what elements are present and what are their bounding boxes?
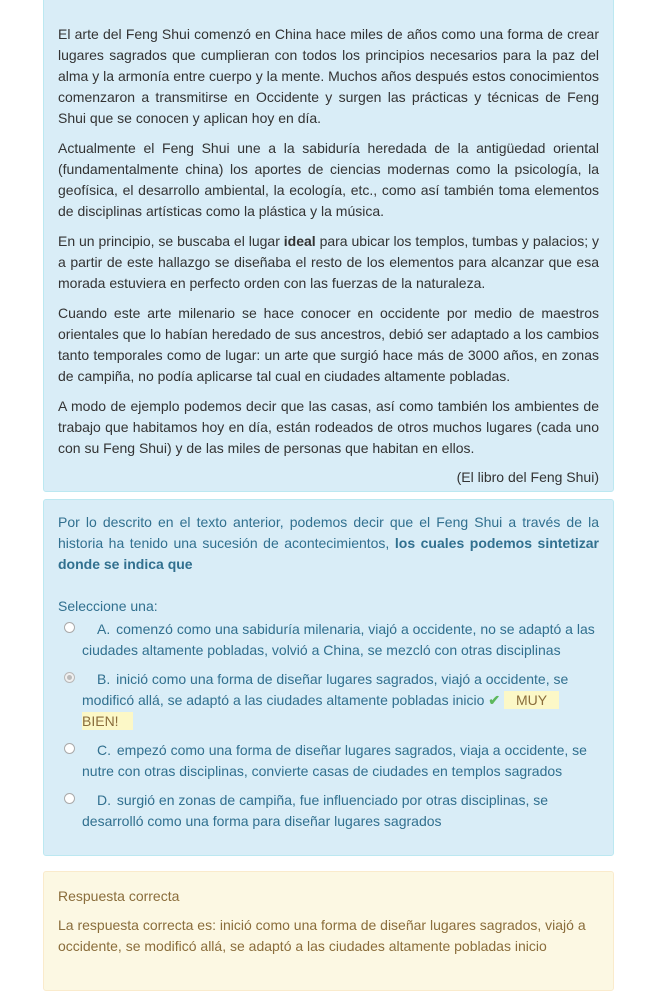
passage-source: (El libro del Feng Shui) (456, 469, 599, 485)
correct-check-icon: ✔ (488, 692, 501, 708)
passage-paragraph-3 (58, 231, 599, 294)
option-b-letter: B. (97, 671, 111, 687)
question-panel (43, 499, 614, 856)
option-b[interactable] (58, 669, 599, 732)
option-c-radio[interactable] (64, 743, 75, 754)
reading-passage-panel (43, 0, 614, 492)
feedback-badge-line1: MUY (504, 691, 559, 709)
option-a-letter: A. (97, 621, 111, 637)
option-d-letter: D. (97, 792, 111, 808)
passage-paragraph-2: Actualmente el Feng Shui une a la sabiduría heredada de la antigüedad oriental (fundamentalmente china) los aportes de ciencias modernas como la psicología, la geofísica, el desarrollo ambiental, la ecología, etc., como así también toma elementos de disciplinas artísticas como la plástica y la música. (58, 140, 599, 219)
option-a-text: comenzó como una sabiduría milenaria, viajó a occidente, no se adaptó a las ciudades altamente pobladas, volvió a China, se mezcló con otras disciplinas (82, 621, 595, 658)
feedback-title: Respuesta correcta (58, 888, 180, 904)
option-b-radio[interactable] (64, 672, 75, 683)
correct-answer-feedback (43, 871, 614, 991)
option-b-text: inició como una forma de diseñar lugares sagrados, viajó a occidente, se modificó allá, se adaptó a las ciudades altamente pobladas inicio (82, 671, 569, 708)
question-text-bold: los cuales podemos sintetizar donde se indica que (58, 535, 599, 572)
passage-paragraph-5: A modo de ejemplo podemos decir que las casas, así como también los ambientes de trabajo que habitamos hoy en día, están rodeados de otros muchos lugares (cada uno con su Feng Shui) y de las miles de personas que habitan en ellos. (58, 398, 599, 456)
question-text-plain: Por lo descrito en el texto anterior, podemos decir que el Feng Shui a través de la historia ha tenido una sucesión de acontecimientos, (58, 514, 599, 551)
feedback-answer: La respuesta correcta es: inició como una forma de diseñar lugares sagrados, viajó a occidente, se modificó allá, se adaptó a las ciudades altamente pobladas inicio (58, 917, 586, 954)
option-c-letter: C. (97, 742, 111, 758)
question-text (58, 512, 599, 575)
passage-paragraph-3-start: En un principio, se buscaba el lugar (58, 233, 284, 249)
passage-paragraph-3-end: para ubicar los templos, tumbas y palacios; y a partir de este hallazgo se diseñaba el resto de los elementos para alcanzar que esa morada estuviera en perfecto orden con las fuerzas de la naturaleza. (58, 233, 599, 291)
option-d-text: surgió en zonas de campiña, fue influenciado por otras disciplinas, se desarrolló como una forma para diseñar lugares sagrados (82, 792, 549, 829)
feedback-badge-line2: BIEN! (82, 712, 133, 730)
passage-paragraph-4: Cuando este arte milenario se hace conocer en occidente por medio de maestros orientales que lo habían heredado de sus ancestros, debió ser adaptado a los cambios tanto temporales como de lugar: un arte que surgió hace más de 3000 años, en zonas de campiña, no podía aplicarse tal cual en ciudades altamente pobladas. (58, 305, 599, 384)
passage-bold-word: ideal (283, 233, 316, 249)
option-a-radio[interactable] (64, 622, 75, 633)
option-c[interactable] (58, 740, 599, 782)
option-c-text: empezó como una forma de diseñar lugares sagrados, viaja a occidente, se nutre con otras disciplinas, convierte casas de ciudades en templos sagrados (82, 742, 587, 779)
select-one-prompt: Seleccione una: (58, 598, 158, 614)
option-a[interactable] (58, 619, 599, 661)
option-d-radio[interactable] (64, 793, 75, 804)
option-d[interactable] (58, 790, 599, 832)
passage-paragraph-1: El arte del Feng Shui comenzó en China hace miles de años como una forma de crear lugares sagrados que cumplieran con todos los principios necesarios para la paz del alma y la armonía entre cuerpo y la mente. Muchos años después estos conocimientos comenzaron a transmitirse en Occidente y surgen las prácticas y técnicas de Feng Shui que se conocen y aplican hoy en día. (58, 26, 599, 126)
